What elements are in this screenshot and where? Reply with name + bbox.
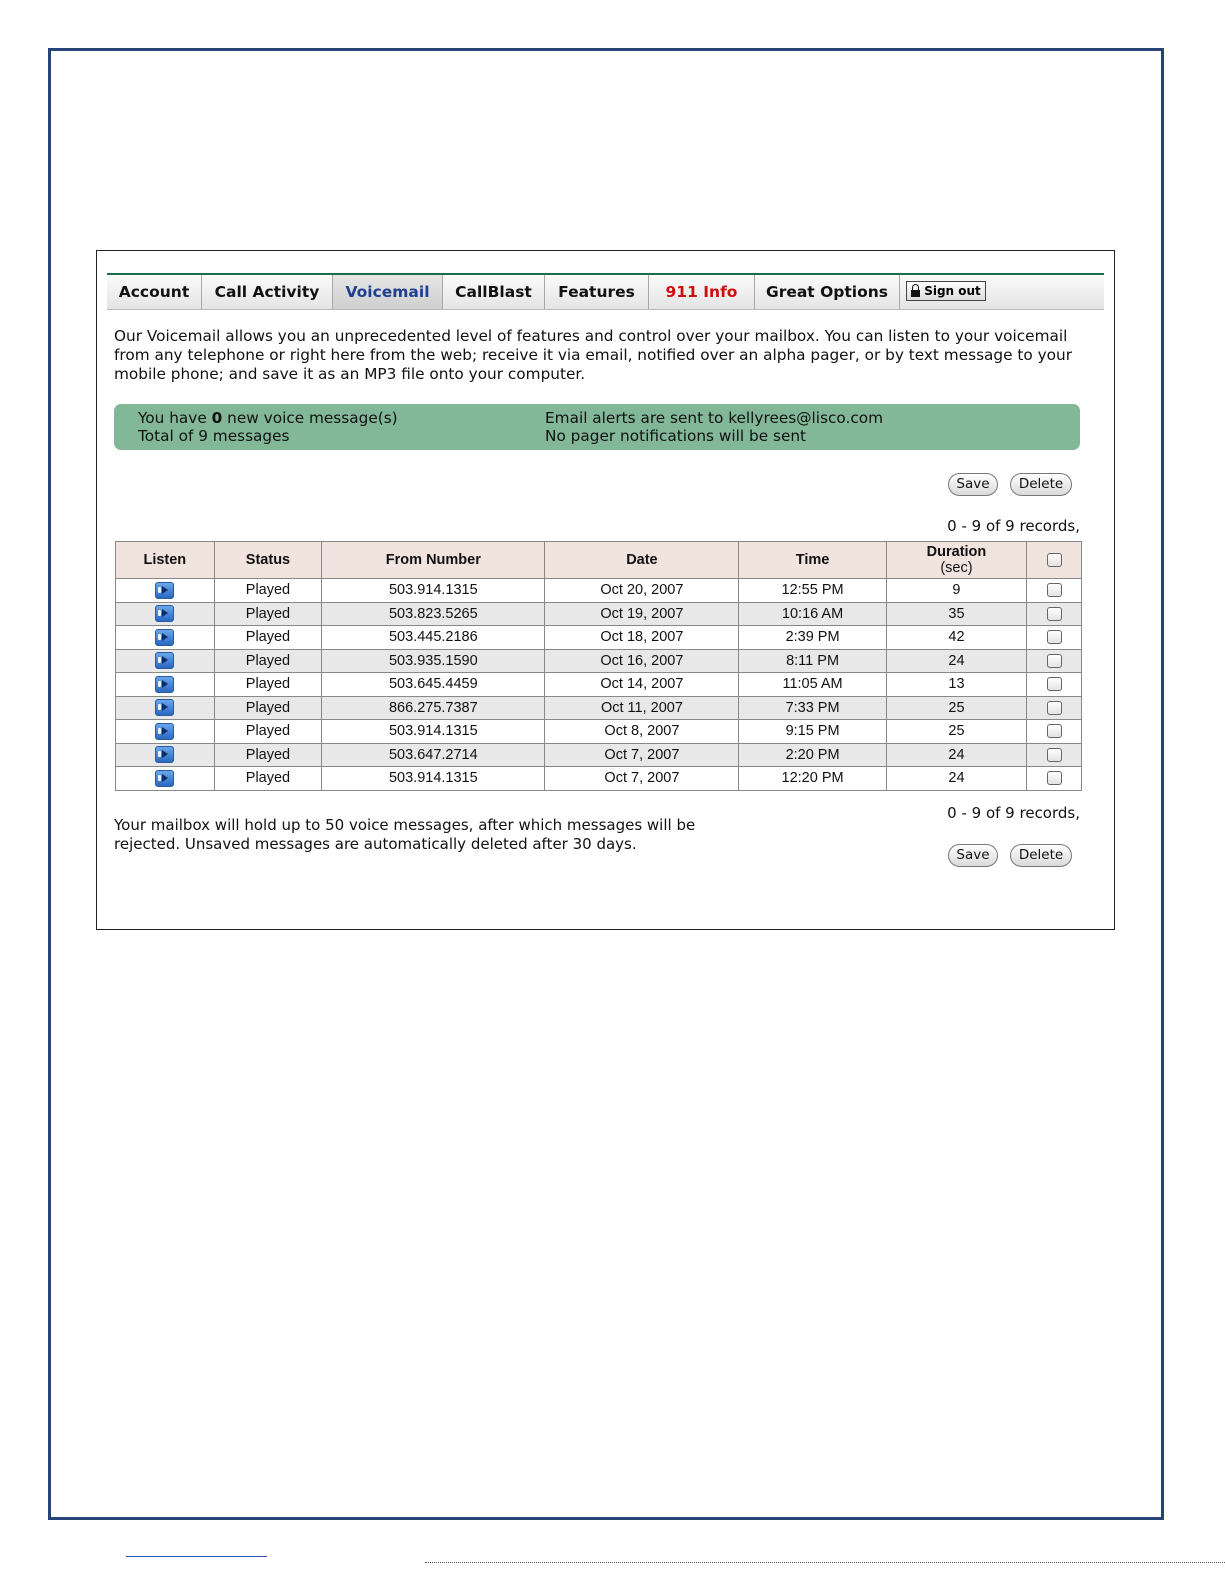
status-cell: Played [214, 673, 322, 697]
from-number-cell: 503.914.1315 [322, 579, 545, 603]
header-duration [886, 542, 1027, 579]
select-cell [1027, 720, 1082, 744]
listen-cell [116, 767, 215, 791]
mailbox-summary [114, 404, 1080, 450]
new-suffix: new voice message(s) [227, 409, 398, 427]
tab-voicemail[interactable]: Voicemail [333, 275, 443, 309]
time-cell: 10:16 AM [739, 602, 886, 626]
table-row [116, 579, 1082, 603]
status-cell: Played [214, 743, 322, 767]
records-count-top: 0 - 9 of 9 records, [947, 517, 1080, 535]
save-button-bottom[interactable]: Save [948, 844, 998, 867]
time-cell: 11:05 AM [739, 673, 886, 697]
listen-cell [116, 720, 215, 744]
new-messages-line [138, 409, 398, 427]
select-cell [1027, 743, 1082, 767]
duration-cell: 25 [886, 696, 1027, 720]
time-cell: 12:20 PM [739, 767, 886, 791]
header-listen: Listen [116, 542, 215, 579]
row-checkbox[interactable] [1047, 583, 1062, 597]
duration-cell: 35 [886, 602, 1027, 626]
intro-text: Our Voicemail allows you an unprecedented level of features and control over your mailbox. You can listen to your voicemail from any telephone or right here from the web; receive it via email, notified over an alpha pager, or by text message to your mobile phone; and save it as an MP3 file onto your computer. [114, 327, 1073, 383]
row-checkbox[interactable] [1047, 630, 1062, 644]
header-from-number: From Number [322, 542, 545, 579]
footer-dotted-rule [425, 1562, 1225, 1564]
sign-out-label: Sign out [924, 284, 981, 298]
sign-out-button[interactable] [906, 281, 986, 301]
date-cell: Oct 7, 2007 [545, 743, 739, 767]
listen-cell [116, 579, 215, 603]
lock-icon [911, 290, 920, 297]
speaker-icon[interactable] [155, 723, 174, 740]
mailbox-limit-note: Your mailbox will hold up to 50 voice messages, after which messages will be rejected. Unsaved messages are automatically deleted after 30 days. [114, 816, 696, 853]
table-row [116, 602, 1082, 626]
duration-label: Duration [926, 544, 987, 560]
from-number-cell: 503.823.5265 [322, 602, 545, 626]
voicemail-table [115, 541, 1082, 791]
header-status: Status [214, 542, 322, 579]
table-row [116, 649, 1082, 673]
speaker-icon[interactable] [155, 652, 174, 669]
duration-cell: 24 [886, 767, 1027, 791]
date-cell: Oct 14, 2007 [545, 673, 739, 697]
select-cell [1027, 602, 1082, 626]
speaker-icon[interactable] [155, 629, 174, 646]
from-number-cell: 503.645.4459 [322, 673, 545, 697]
select-cell [1027, 579, 1082, 603]
footer-link-underline [126, 1556, 267, 1557]
table-row [116, 696, 1082, 720]
row-checkbox[interactable] [1047, 654, 1062, 668]
date-cell: Oct 16, 2007 [545, 649, 739, 673]
speaker-icon[interactable] [155, 605, 174, 622]
date-cell: Oct 11, 2007 [545, 696, 739, 720]
time-cell: 7:33 PM [739, 696, 886, 720]
listen-cell [116, 626, 215, 650]
speaker-icon[interactable] [155, 699, 174, 716]
duration-cell: 9 [886, 579, 1027, 603]
header-date: Date [545, 542, 739, 579]
header-select-all [1027, 542, 1082, 579]
records-count-bottom: 0 - 9 of 9 records, [947, 804, 1080, 822]
tab-call-activity[interactable]: Call Activity [202, 275, 333, 309]
speaker-icon[interactable] [155, 770, 174, 787]
row-checkbox[interactable] [1047, 677, 1062, 691]
pager-text: No pager notifications will be sent [545, 427, 807, 445]
date-cell: Oct 18, 2007 [545, 626, 739, 650]
status-cell: Played [214, 649, 322, 673]
listen-cell [116, 743, 215, 767]
tab-callblast[interactable]: CallBlast [443, 275, 545, 309]
summary-left [138, 409, 398, 445]
row-checkbox[interactable] [1047, 771, 1062, 785]
header-time: Time [739, 542, 886, 579]
table-header-row [116, 542, 1082, 579]
time-cell: 2:20 PM [739, 743, 886, 767]
duration-cell: 24 [886, 649, 1027, 673]
from-number-cell: 503.914.1315 [322, 767, 545, 791]
email-alert-text: Email alerts are sent to kellyrees@lisco.com [545, 409, 884, 427]
date-cell: Oct 20, 2007 [545, 579, 739, 603]
listen-cell [116, 673, 215, 697]
status-cell: Played [214, 579, 322, 603]
date-cell: Oct 7, 2007 [545, 767, 739, 791]
duration-cell: 24 [886, 743, 1027, 767]
tab-great-options[interactable]: Great Options [755, 275, 900, 309]
time-cell: 2:39 PM [739, 626, 886, 650]
listen-cell [116, 602, 215, 626]
time-cell: 12:55 PM [739, 579, 886, 603]
from-number-cell: 866.275.7387 [322, 696, 545, 720]
delete-button-bottom[interactable]: Delete [1010, 844, 1072, 867]
from-number-cell: 503.647.2714 [322, 743, 545, 767]
table-row [116, 767, 1082, 791]
listen-cell [116, 649, 215, 673]
total-messages: Total of 9 messages [138, 427, 290, 445]
from-number-cell: 503.935.1590 [322, 649, 545, 673]
table-row [116, 626, 1082, 650]
duration-unit: (sec) [940, 560, 973, 576]
row-checkbox[interactable] [1047, 724, 1062, 738]
table-row [116, 673, 1082, 697]
status-cell: Played [214, 626, 322, 650]
from-number-cell: 503.914.1315 [322, 720, 545, 744]
speaker-icon[interactable] [155, 746, 174, 763]
main-nav [107, 273, 1104, 310]
new-count: 0 [211, 409, 223, 427]
listen-cell [116, 696, 215, 720]
speaker-icon[interactable] [155, 676, 174, 693]
from-number-cell: 503.445.2186 [322, 626, 545, 650]
date-cell: Oct 19, 2007 [545, 602, 739, 626]
duration-cell: 25 [886, 720, 1027, 744]
select-all-checkbox[interactable] [1047, 553, 1062, 567]
delete-button-top[interactable]: Delete [1010, 473, 1072, 496]
select-cell [1027, 673, 1082, 697]
duration-cell: 13 [886, 673, 1027, 697]
date-cell: Oct 8, 2007 [545, 720, 739, 744]
status-cell: Played [214, 696, 322, 720]
voicemail-screenshot [96, 250, 1115, 930]
table-row [116, 743, 1082, 767]
speaker-icon[interactable] [155, 582, 174, 599]
row-checkbox[interactable] [1047, 701, 1062, 715]
new-prefix: You have [138, 409, 207, 427]
row-checkbox[interactable] [1047, 748, 1062, 762]
select-cell [1027, 626, 1082, 650]
row-checkbox[interactable] [1047, 607, 1062, 621]
summary-right [545, 409, 883, 445]
select-cell [1027, 696, 1082, 720]
tab-features[interactable]: Features [545, 275, 649, 309]
time-cell: 8:11 PM [739, 649, 886, 673]
table-row [116, 720, 1082, 744]
status-cell: Played [214, 602, 322, 626]
tab-911-info[interactable]: 911 Info [649, 275, 755, 309]
select-cell [1027, 649, 1082, 673]
select-cell [1027, 767, 1082, 791]
tab-account[interactable]: Account [107, 275, 202, 309]
status-cell: Played [214, 720, 322, 744]
duration-cell: 42 [886, 626, 1027, 650]
status-cell: Played [214, 767, 322, 791]
save-button-top[interactable]: Save [948, 473, 998, 496]
time-cell: 9:15 PM [739, 720, 886, 744]
